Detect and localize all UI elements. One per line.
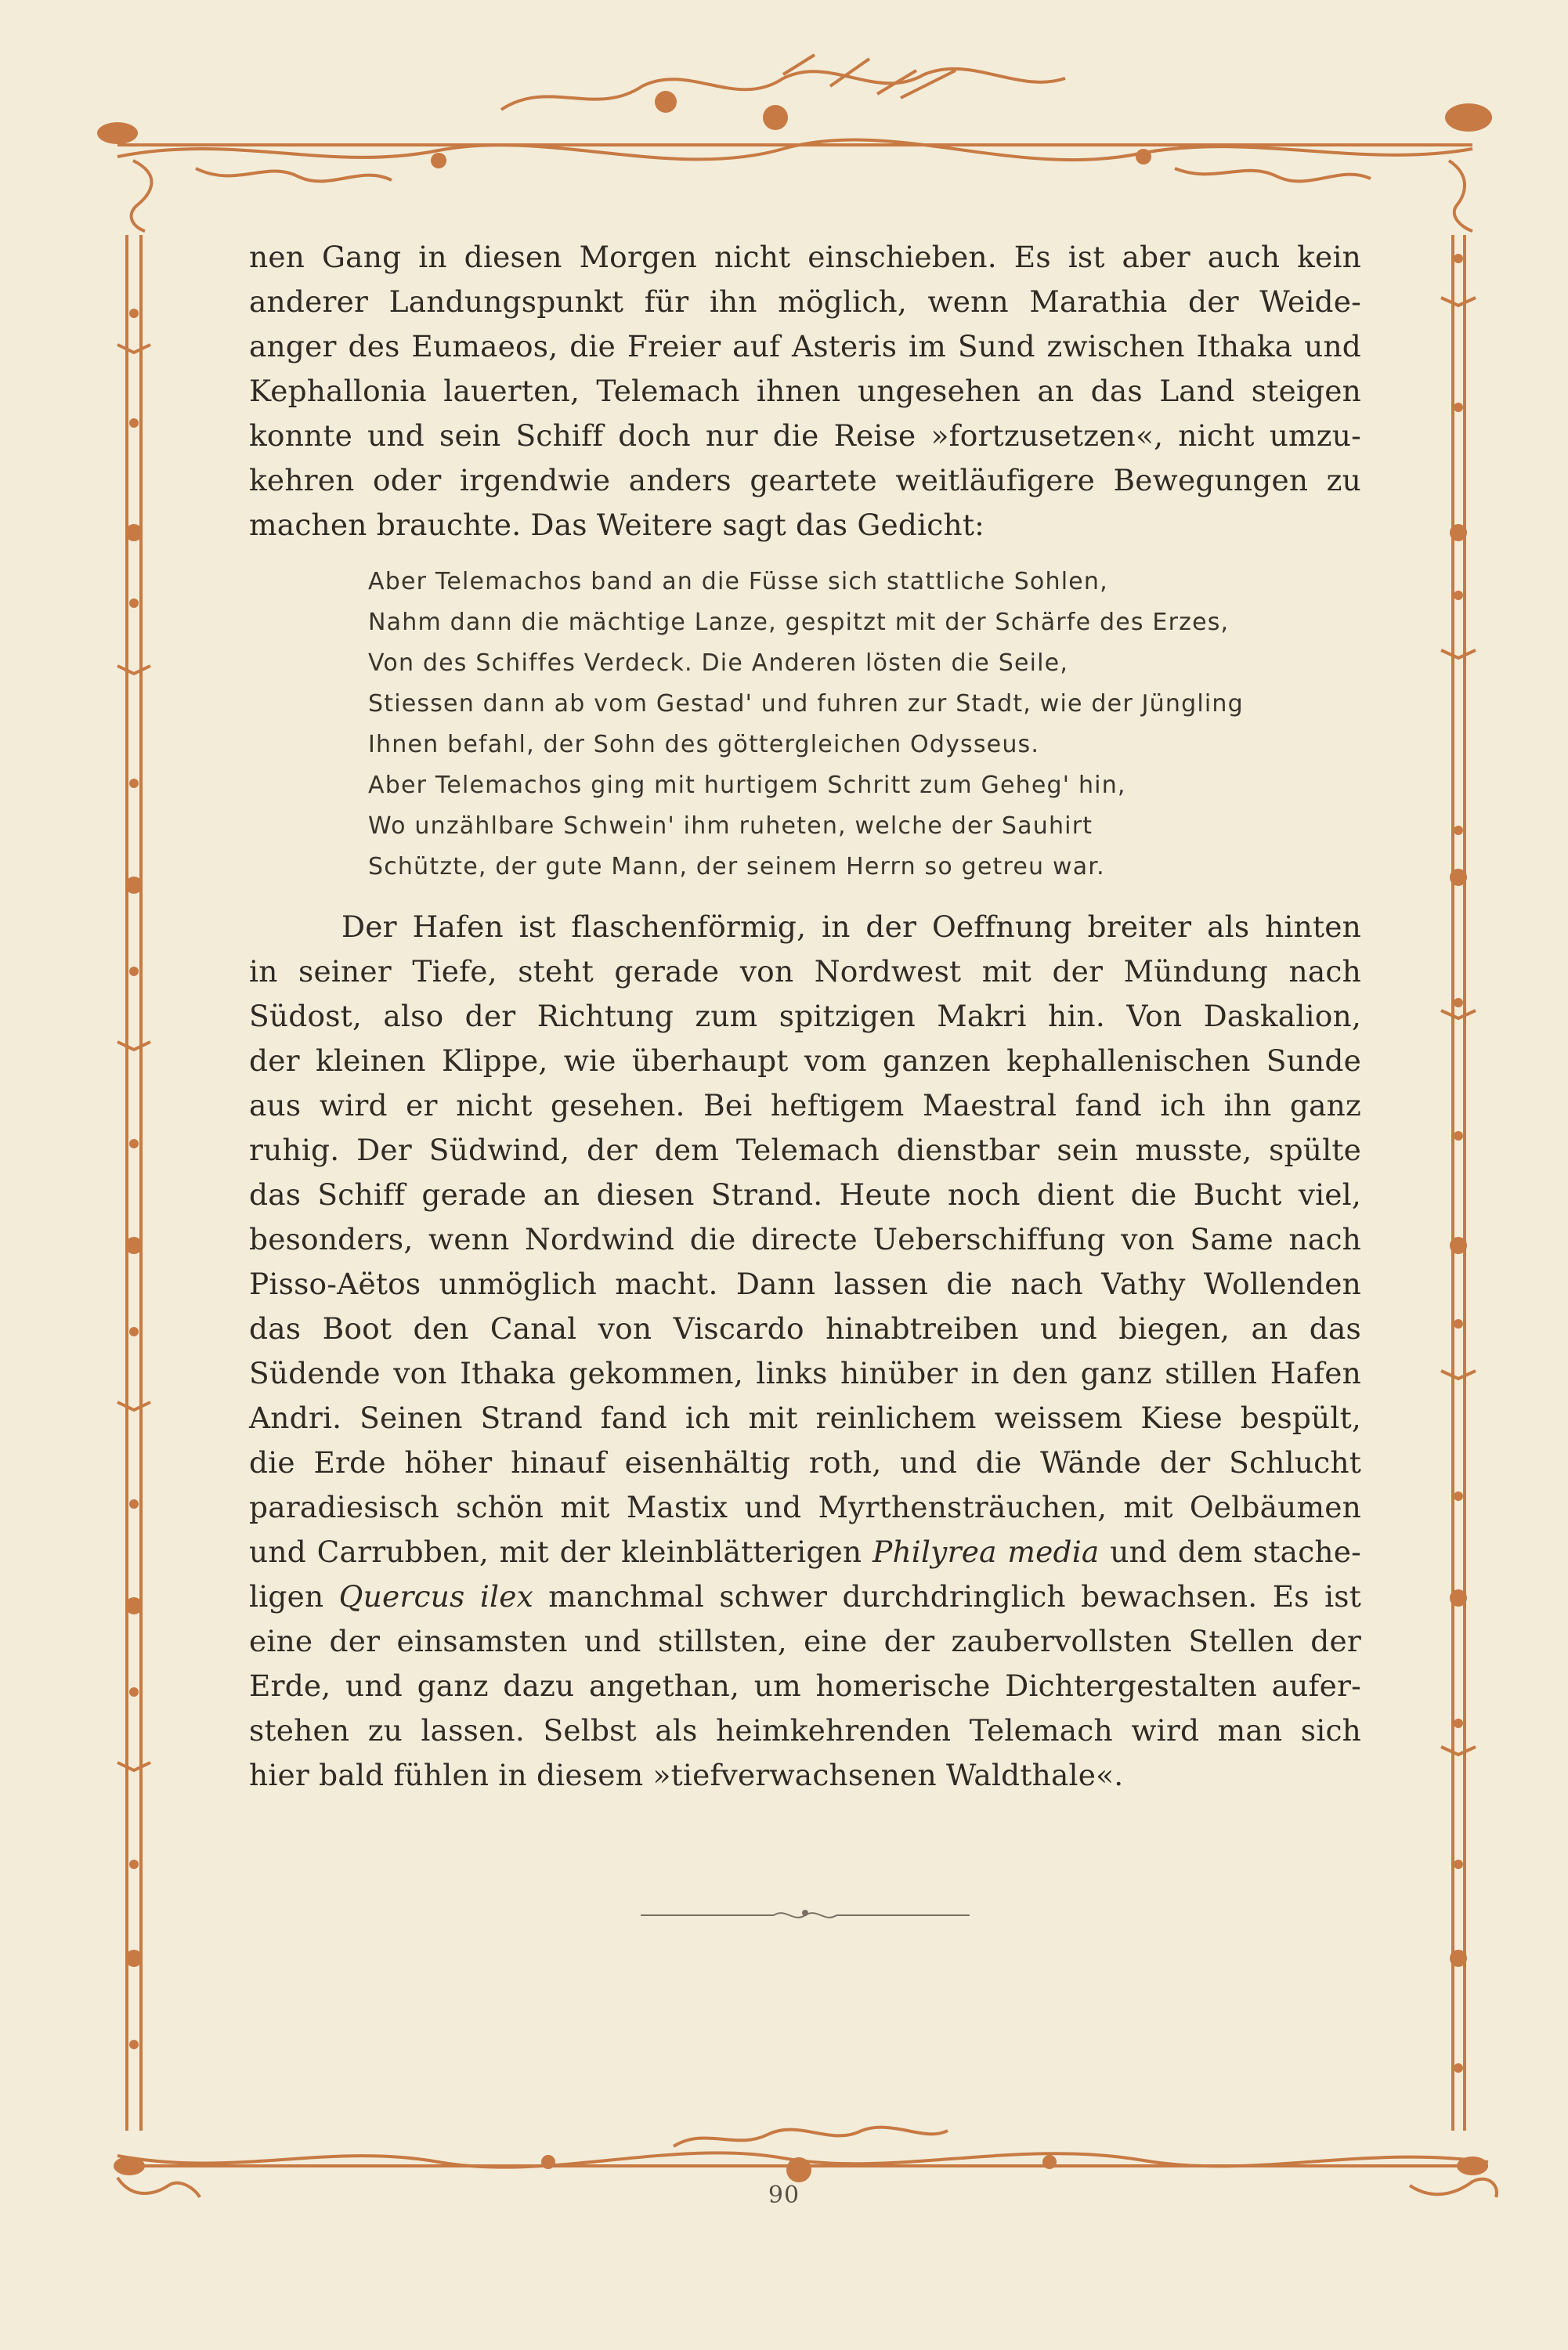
- text-line: machen brauchte. Das Weitere sagt das Gedicht:: [249, 508, 985, 542]
- text-line-with-latin-name: [249, 1530, 1361, 1574]
- text-line: Kephallonia lauerten, Telemach ihnen ungesehen an das Land steigen: [249, 374, 1361, 408]
- text-line: anderer Landungspunkt für ihn möglich, wenn Marathia der Weide-: [249, 284, 1361, 319]
- text-line: stehen zu lassen. Selbst als heimkehrenden Telemach wird man sich: [249, 1713, 1361, 1748]
- section-separator-ornament: [641, 1904, 970, 1927]
- latin-plant-name: Quercus ilex: [338, 1579, 533, 1614]
- text-line: anger des Eumaeos, die Freier auf Asteris im Sund zwischen Ithaka und: [249, 329, 1361, 363]
- text-line: besonders, wenn Nordwind die directe Ueberschiffung von Same nach: [249, 1222, 1361, 1256]
- paragraph-2: [249, 905, 1361, 1798]
- verse-line: Aber Telemachos ging mit hurtigem Schritt zum Geheg' hin,: [368, 772, 1126, 799]
- text-line: Südende von Ithaka gekommen, links hinüber in den ganz stillen Hafen: [249, 1356, 1361, 1390]
- text-line: Pisso-Aëtos unmöglich macht. Dann lassen die nach Vathy Wollenden: [249, 1267, 1361, 1301]
- text-line: konnte und sein Schiff doch nur die Reise »fortzusetzen«, nicht umzu-: [249, 418, 1361, 453]
- verse-line: Schützte, der gute Mann, der seinem Herrn so getreu war.: [368, 853, 1105, 880]
- verse-line: Nahm dann die mächtige Lanze, gespitzt mit der Schärfe des Erzes,: [368, 609, 1230, 636]
- right-border-vine: [1441, 235, 1476, 2131]
- text-fragment: und Carrubben, mit der kleinblätterigen: [249, 1535, 873, 1569]
- text-line: das Schiff gerade an diesen Strand. Heute noch dient die Bucht viel,: [249, 1177, 1361, 1212]
- text-line: aus wird er nicht gesehen. Bei heftigem Maestral fand ich ihn ganz: [249, 1088, 1361, 1123]
- verse-line: Ihnen befahl, der Sohn des göttergleichen Odysseus.: [368, 731, 1040, 758]
- text-line: kehren oder irgendwie anders geartete weitläufigere Bewegungen zu: [249, 463, 1361, 497]
- text-line: nen Gang in diesen Morgen nicht einschieben. Es ist aber auch kein: [249, 240, 1361, 274]
- latin-plant-name: Philyrea media: [873, 1535, 1100, 1569]
- verse-line: Stiessen dann ab vom Gestad' und fuhren zur Stadt, wie der Jüngling: [368, 690, 1244, 718]
- verse-quotation: [368, 562, 1361, 888]
- page-number: 90: [768, 2182, 800, 2209]
- text-line: ruhig. Der Südwind, der dem Telemach dienstbar sein musste, spülte: [249, 1133, 1361, 1167]
- left-border-vine: [117, 235, 150, 2131]
- text-line: in seiner Tiefe, steht gerade von Nordwest mit der Mündung nach: [249, 954, 1361, 989]
- text-line-with-latin-name: [249, 1574, 1361, 1619]
- text-line: Erde, und ganz dazu angethan, um homerische Dichtergestalten aufer-: [249, 1668, 1361, 1703]
- text-fragment: ligen: [249, 1579, 339, 1614]
- text-fragment: und dem stache-: [1099, 1535, 1362, 1569]
- text-line: der kleinen Klippe, wie überhaupt vom ganzen kephallenischen Sunde: [249, 1043, 1361, 1078]
- text-line: hier bald fühlen in diesem »tiefverwachsenen Waldthale«.: [249, 1758, 1124, 1792]
- text-line: paradiesisch schön mit Mastix und Myrthensträuchen, mit Oelbäumen: [249, 1490, 1361, 1524]
- text-line: Der Hafen ist flaschenförmig, in der Oeffnung breiter als hinten: [341, 909, 1361, 944]
- page-body: [249, 235, 1361, 1798]
- verse-line: Wo unzählbare Schwein' ihm ruheten, welche der Sauhirt: [368, 812, 1093, 840]
- top-border-ornament: [97, 55, 1492, 231]
- text-line: eine der einsamsten und stillsten, eine der zaubervollsten Stellen der: [249, 1624, 1361, 1658]
- text-line: Südost, also der Richtung zum spitzigen Makri hin. Von Daskalion,: [249, 999, 1361, 1033]
- text-line: die Erde höher hinauf eisenhältig roth, und die Wände der Schlucht: [249, 1445, 1361, 1480]
- text-line: Andri. Seinen Strand fand ich mit reinlichem weissem Kiese bespült,: [249, 1401, 1361, 1435]
- verse-line: Von des Schiffes Verdeck. Die Anderen lösten die Seile,: [368, 649, 1069, 677]
- verse-line: Aber Telemachos band an die Füsse sich stattliche Sohlen,: [368, 568, 1108, 595]
- text-line: das Boot den Canal von Viscardo hinabtreiben und biegen, an das: [249, 1311, 1361, 1346]
- text-fragment: manchmal schwer durchdringlich bewachsen. Es ist: [533, 1579, 1361, 1614]
- paragraph-1: [249, 235, 1361, 548]
